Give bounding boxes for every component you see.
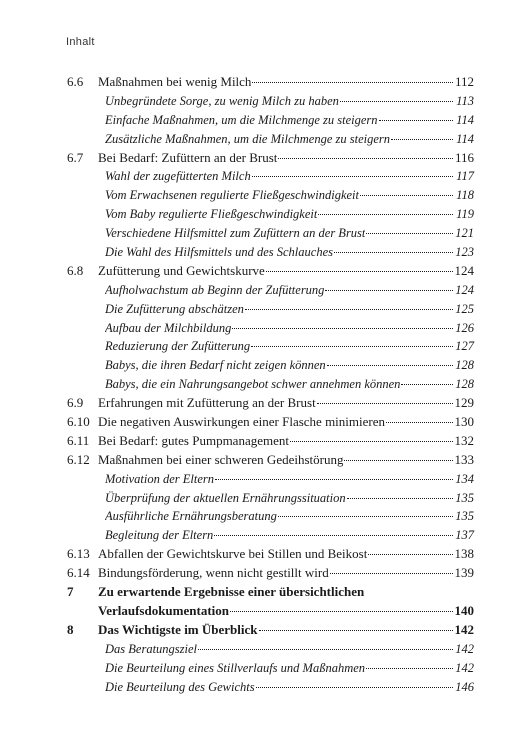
toc-entry-number: 6.14 xyxy=(67,565,90,581)
toc-entry xyxy=(67,451,474,470)
toc-entry-page: 118 xyxy=(456,188,474,203)
toc-entry-number: 6.11 xyxy=(67,432,90,448)
toc-entry-page: 134 xyxy=(455,471,474,486)
toc-entry-number: 6.12 xyxy=(67,451,90,467)
toc-entry-title: Ausführliche Ernährungsberatung xyxy=(105,509,277,524)
toc-entry-page: 114 xyxy=(456,131,474,146)
toc-entry xyxy=(67,92,474,111)
toc-entry-title: Reduzierung der Zufütterung xyxy=(105,339,251,354)
toc-entry xyxy=(67,319,474,338)
dot-leader xyxy=(252,166,453,177)
dot-leader xyxy=(386,412,453,423)
dot-leader xyxy=(198,639,453,650)
dot-leader xyxy=(318,204,453,215)
dot-leader xyxy=(366,223,453,234)
toc-entry-page: 116 xyxy=(454,149,474,165)
toc-entry-title: Aufbau der Milchbildung xyxy=(105,320,232,335)
toc-entry-page: 140 xyxy=(454,602,474,618)
toc-entry-title: Babys, die ihren Bedarf nicht zeigen können xyxy=(105,358,326,373)
toc-entry-title: Die Zufütterung abschätzen xyxy=(105,301,244,316)
toc-entry xyxy=(67,300,474,319)
toc-entry-page: 142 xyxy=(454,621,474,637)
toc-entry-page: 119 xyxy=(456,207,474,222)
toc-entry xyxy=(67,111,474,130)
toc-entry-page: 124 xyxy=(455,282,474,297)
dot-leader xyxy=(391,129,453,140)
dot-leader xyxy=(344,450,453,461)
toc-entry-page: 124 xyxy=(454,262,474,278)
toc-entry xyxy=(67,432,474,451)
dot-leader xyxy=(327,355,453,366)
toc-entry-title: Erfahrungen mit Zufütterung an der Brust xyxy=(98,395,316,411)
toc-entry xyxy=(67,659,474,678)
toc-entry-title: Bindungsförderung, wenn nicht gestillt wird xyxy=(98,565,329,581)
toc-entry-page: 128 xyxy=(455,377,474,392)
dot-leader xyxy=(347,488,453,499)
toc-entry-title: Motivation der Eltern xyxy=(105,471,215,486)
toc-entry xyxy=(67,545,474,564)
toc-entry-number: 6.10 xyxy=(67,414,90,430)
toc-entry xyxy=(67,149,474,168)
dot-leader xyxy=(252,72,453,83)
toc-entry-page: 135 xyxy=(455,490,474,505)
dot-leader xyxy=(278,506,453,517)
toc-entry-title: Die Wahl des Hilfsmittels und des Schlauches xyxy=(105,245,333,260)
dot-leader xyxy=(290,431,453,442)
toc-entry xyxy=(67,413,474,432)
toc-entry xyxy=(67,337,474,356)
toc-entry xyxy=(67,583,474,602)
toc-entry-number: 6.8 xyxy=(67,262,84,278)
toc-entry-number: 8 xyxy=(67,621,74,637)
toc-entry-title: Unbegründete Sorge, zu wenig Milch zu haben xyxy=(105,93,339,108)
toc-entry-number: 7 xyxy=(67,584,74,600)
toc-entry xyxy=(67,526,474,545)
toc-entry-title: Bei Bedarf: Zufüttern an der Brust xyxy=(98,149,278,165)
toc-entry-page: 123 xyxy=(455,245,474,260)
toc-entry-title: Überprüfung der aktuellen Ernährungssituation xyxy=(105,490,346,505)
dot-leader xyxy=(334,242,453,253)
toc-entry-title: Begleitung der Eltern xyxy=(105,528,214,543)
dot-leader xyxy=(256,677,453,688)
toc-entry xyxy=(67,243,474,262)
table-of-contents xyxy=(67,73,474,696)
dot-leader xyxy=(401,374,453,385)
toc-entry xyxy=(67,73,474,92)
toc-entry-title: Das Wichtigste im Überblick xyxy=(98,621,258,637)
toc-entry-page: 121 xyxy=(455,226,474,241)
toc-entry-title: Wahl der zugefütterten Milch xyxy=(105,169,251,184)
toc-entry xyxy=(67,564,474,583)
toc-entry-title: Maßnahmen bei wenig Milch xyxy=(98,74,252,89)
dot-leader xyxy=(368,544,453,555)
dot-leader xyxy=(266,261,453,272)
toc-entry-title: Aufholwachstum ab Beginn der Zufütterung xyxy=(105,282,325,297)
toc-entry xyxy=(67,375,474,394)
toc-entry xyxy=(67,507,474,526)
toc-entry-page: 127 xyxy=(455,339,474,354)
toc-entry-page: 113 xyxy=(456,93,474,108)
toc-entry-page: 139 xyxy=(454,565,474,581)
toc-entry xyxy=(67,167,474,186)
toc-entry xyxy=(67,130,474,149)
toc-entry xyxy=(67,205,474,224)
toc-entry-page: 128 xyxy=(455,358,474,373)
toc-entry xyxy=(67,470,474,489)
dot-leader xyxy=(230,601,453,612)
toc-entry-title: Vom Baby regulierte Fließgeschwindigkeit xyxy=(105,207,318,222)
toc-entry-page: 142 xyxy=(455,660,474,675)
dot-leader xyxy=(215,469,453,480)
dot-leader xyxy=(340,91,453,102)
toc-entry-page: 138 xyxy=(454,546,474,562)
toc-entry-title: Einfache Maßnahmen, um die Milchmenge zu steigern xyxy=(105,112,378,127)
toc-entry-page: 114 xyxy=(456,112,474,127)
toc-entry-number: 6.9 xyxy=(67,395,84,411)
toc-entry-page: 132 xyxy=(454,432,474,448)
toc-entry xyxy=(67,621,474,640)
toc-entry-title: Zu erwartende Ergebnisse einer übersichtlichen xyxy=(98,584,365,600)
dot-leader xyxy=(317,393,453,404)
toc-entry-page: 125 xyxy=(455,301,474,316)
toc-entry xyxy=(67,356,474,375)
toc-entry-number: 6.13 xyxy=(67,546,90,562)
toc-entry xyxy=(67,602,474,621)
toc-entry xyxy=(67,186,474,205)
toc-entry-title: Verschiedene Hilfsmittel zum Zufüttern an der Brust xyxy=(105,226,366,241)
toc-entry-title: Vom Erwachsenen regulierte Fließgeschwindigkeit xyxy=(105,188,359,203)
toc-entry-title: Zufütterung und Gewichtskurve xyxy=(98,262,265,278)
dot-leader xyxy=(278,148,453,159)
toc-entry-page: 126 xyxy=(455,320,474,335)
toc-entry-title: Die Beurteilung eines Stillverlaufs und Maßnahmen xyxy=(105,660,366,675)
dot-leader xyxy=(251,336,453,347)
dot-leader xyxy=(379,110,453,121)
dot-leader xyxy=(259,620,454,631)
toc-entry xyxy=(67,224,474,243)
toc-entry-page: 135 xyxy=(455,509,474,524)
toc-entry-title: Abfallen der Gewichtskurve bei Stillen und Beikost xyxy=(98,546,368,562)
toc-entry-page: 133 xyxy=(454,451,474,467)
toc-entry-number: 6.6 xyxy=(67,74,84,89)
toc-entry-title: Zusätzliche Maßnahmen, um die Milchmenge zu steigern xyxy=(105,131,391,146)
toc-entry-page: 117 xyxy=(456,169,474,184)
toc-entry-title: Das Beratungsziel xyxy=(105,641,198,656)
toc-entry-page: 137 xyxy=(455,528,474,543)
dot-leader xyxy=(232,318,453,329)
toc-entry xyxy=(67,394,474,413)
toc-entry-title: Verlaufsdokumentation xyxy=(98,602,229,618)
toc-entry xyxy=(67,281,474,300)
running-head: Inhalt xyxy=(66,36,95,48)
toc-entry-number: 6.7 xyxy=(67,149,84,165)
toc-entry-page: 130 xyxy=(454,414,474,430)
dot-leader xyxy=(214,525,453,536)
dot-leader xyxy=(245,299,453,310)
toc-entry-page: 112 xyxy=(454,74,474,89)
toc-entry-title: Maßnahmen bei einer schweren Gedeihstörung xyxy=(98,451,344,467)
toc-entry-title: Babys, die ein Nahrungsangebot schwer annehmen können xyxy=(105,377,401,392)
dot-leader xyxy=(325,280,453,291)
toc-entry-page: 142 xyxy=(455,641,474,656)
dot-leader xyxy=(366,658,453,669)
toc-entry xyxy=(67,640,474,659)
dot-leader xyxy=(360,185,453,196)
toc-entry-page: 146 xyxy=(455,679,474,694)
toc-entry-page: 129 xyxy=(454,395,474,411)
dot-leader xyxy=(330,563,453,574)
toc-entry-title: Die Beurteilung des Gewichts xyxy=(105,679,255,694)
toc-entry xyxy=(67,678,474,697)
toc-entry xyxy=(67,262,474,281)
toc-entry-title: Bei Bedarf: gutes Pumpmanagement xyxy=(98,432,289,448)
toc-entry-title: Die negativen Auswirkungen einer Flasche minimieren xyxy=(98,414,386,430)
toc-entry xyxy=(67,489,474,508)
